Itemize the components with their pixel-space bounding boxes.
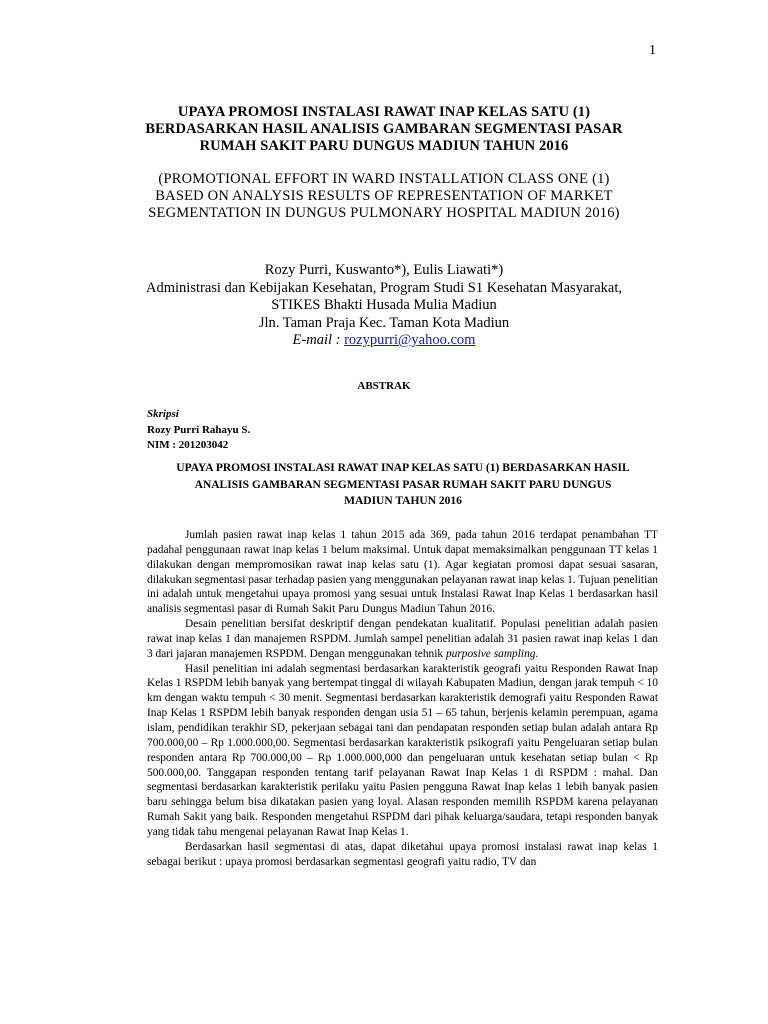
abstract-paragraph — [147, 617, 658, 662]
author-names: Rozy Purri, Kuswanto*), Eulis Liawati*) — [264, 262, 504, 278]
abstract-title — [147, 460, 659, 510]
paper-title-english-line: (PROMOTIONAL EFFORT IN WARD INSTALLATION CLASS ONE (1) — [158, 171, 610, 187]
paper-title-line: UPAYA PROMOSI INSTALASI RAWAT INAP KELAS SATU (1) — [177, 104, 591, 120]
paper-title-english — [120, 171, 648, 222]
author-block — [100, 262, 668, 350]
affiliation-line: Administrasi dan Kebijakan Kesehatan, Program Studi S1 Kesehatan Masyarakat, — [146, 279, 622, 296]
thesis-type: Skripsi — [147, 408, 179, 420]
abstract-title-line: MADIUN TAHUN 2016 — [344, 495, 462, 507]
paper-title — [120, 104, 648, 155]
abstract-paragraph: Berdasarkan hasil segmentasi di atas, dapat diketahui upaya promosi instalasi rawat inap kelas 1 sebagai berikut : upaya promosi berdasarkan segmentasi geografi yaitu radio, TV dan — [147, 840, 658, 868]
italic-term: purposive sampling. — [445, 647, 539, 660]
paper-title-line: RUMAH SAKIT PARU DUNGUS MADIUN TAHUN 2016 — [199, 138, 569, 154]
thesis-meta — [147, 407, 250, 454]
abstract-paragraph: Hasil penelitian ini adalah segmentasi berdasarkan karakteristik geografi yaitu Responden Rawat Inap Kelas 1 RSPDM lebih banyak yang bertempat tinggal di wilayah Kabupaten Madiun, dengan jarak tempuh < 10 km dengan waktu tempuh < 30 menit. Segmentasi berdasarkan karakteristik demografi yaitu Responden Rawat Inap Kelas 1 RSPDM lebih banyak responden dengan usia 51 – 65 tahun, berjenis kelamin perempuan, agama islam, pendidikan terakhir SD, pekerjaan sebagai tani dan pendapatan responden setiap bulan adalah antara Rp 700.000,00 – Rp 1.000.000,00. Segmentasi berdasarkan karakteristik psikografi yaitu Pengeluaran setiap bulan responden antara Rp 700.000,00 – Rp 1.000.000,000 dan pengeluaran untuk kesehatan setiap bulan < Rp 500.000,00. Tanggapan responden tentang tarif pelayanan Rawat Inap Kelas 1 di RSPDM : mahal. Dan segmentasi berdasarkan karakteristik perilaku yaitu Pasien pengguna Rawat Inap kelas 1 lebih banyak pasien baru sehingga belum bisa dikatakan pasien yang loyal. Alasan responden memilih RSPDM karena pelayanan Rumah Sakit yang baik. Responden mengetahui RSPDM dari pihak keluarga/saudara, tetapi responden banyak yang tidak tahu mengenai pelayanan Rawat Inap Kelas 1. — [147, 662, 658, 838]
abstract-title-line: UPAYA PROMOSI INSTALASI RAWAT INAP KELAS SATU (1) BERDASARKAN HASIL — [176, 462, 630, 474]
email-line — [100, 332, 668, 350]
paper-title-line: BERDASARKAN HASIL ANALISIS GAMBARAN SEGMENTASI PASAR — [145, 121, 623, 137]
paragraph-text: Desain penelitian bersifat deskriptif dengan pendekatan kualitatif. Populasi penelitian adalah pasien rawat inap kelas 1 dan manajemen RSPDM. Jumlah sampel penelitian adalah 31 pasien rawat inap kelas 1 dan 3 dari jajaran manajemen RSPDM. Dengan menggunakan tehnik — [147, 618, 658, 660]
page-number: 1 — [649, 43, 656, 58]
abstract-paragraph: Jumlah pasien rawat inap kelas 1 tahun 2015 ada 369, pada tahun 2016 terdapat penambahan TT padahal penggunaan rawat inap kelas 1 belum maksimal. Untuk dapat memaksimalkan penggunaan TT kelas 1 dilakukan dengan mempromosikan rawat inap kelas satu (1). Agar kegiatan promosi dapat sesuai sasaran, dilakukan segmentasi pasar terhadap pasien yang menggunakan pelayanan rawat inap kelas 1. Tujuan penelitian ini adalah untuk mengetahui upaya promosi yang sesuai untuk Instalasi Rawat Inap Kelas 1 berdasarkan hasil analisis segmentasi pasar di Rumah Sakit Paru Dungus Madiun Tahun 2016. — [147, 529, 658, 616]
paper-title-english-line: BASED ON ANALYSIS RESULTS OF REPRESENTATION OF MARKET — [155, 188, 613, 204]
email-link[interactable]: rozypurri@yahoo.com — [344, 332, 476, 348]
affiliation-line: STIKES Bhakti Husada Mulia Madiun — [271, 297, 497, 313]
abstract-title-line: ANALISIS GAMBARAN SEGMENTASI PASAR RUMAH SAKIT PARU DUNGUS — [194, 478, 612, 491]
email-label: E-mail : — [292, 332, 345, 348]
abstract-body — [147, 528, 658, 869]
author-address: Jln. Taman Praja Kec. Taman Kota Madiun — [258, 314, 510, 331]
paper-title-english-line: SEGMENTATION IN DUNGUS PULMONARY HOSPITAL MADIUN 2016) — [148, 205, 620, 221]
abstract-heading: ABSTRAK — [357, 380, 411, 392]
thesis-author: Rozy Purri Rahayu S. — [147, 423, 251, 436]
student-id: NIM : 201203042 — [147, 439, 229, 451]
